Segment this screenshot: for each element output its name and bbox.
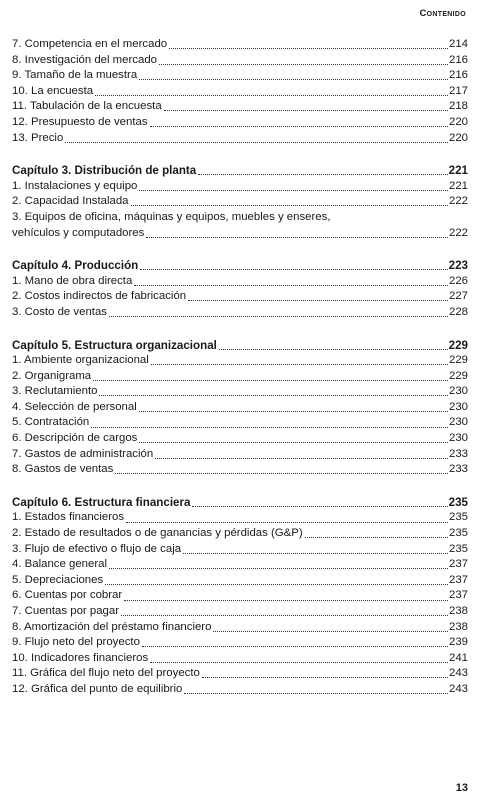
toc-entry <box>12 620 468 636</box>
toc-entry-page: 222 <box>448 195 468 208</box>
toc-entry-page: 238 <box>448 620 468 633</box>
toc-leader-dots <box>219 349 448 350</box>
toc-entry <box>12 666 468 682</box>
toc-chapter-label: Capítulo 3. Distribución de planta <box>12 164 197 178</box>
toc-chapter-page: 223 <box>448 259 468 273</box>
toc-leader-dots <box>109 316 448 317</box>
toc-chapter-heading <box>12 258 468 274</box>
toc-entry-label: 12. Presupuesto de ventas <box>12 115 148 128</box>
toc-chapter-page: 235 <box>448 495 468 509</box>
toc-chapter-page: 229 <box>448 338 468 352</box>
toc-leader-dots <box>99 395 448 396</box>
toc-entry-label: 11. Gráfica del flujo neto del proyecto <box>12 667 200 680</box>
toc-leader-dots <box>139 79 448 80</box>
toc-entry-label: 6. Descripción de cargos <box>12 432 138 445</box>
toc-entry-label: 2. Costos indirectos de fabricación <box>12 290 187 303</box>
toc-entry <box>12 526 468 542</box>
toc-section-chapter4 <box>12 258 468 320</box>
toc-entry <box>12 131 468 147</box>
toc-entry <box>12 573 468 589</box>
toc-entry-page: 228 <box>448 305 468 318</box>
toc-entry-page: 229 <box>448 369 468 382</box>
toc-chapter-heading <box>12 338 468 354</box>
toc-entry-label: 7. Gastos de administración <box>12 447 154 460</box>
toc-entry-label: 13. Precio <box>12 131 64 144</box>
toc-section-chapter6 <box>12 495 468 698</box>
toc-leader-dots <box>65 142 448 143</box>
toc-entry <box>12 84 468 100</box>
toc-entry-label: 3. Costo de ventas <box>12 305 107 318</box>
toc-leader-dots <box>131 205 448 206</box>
toc-leader-dots <box>142 646 448 647</box>
toc-section-chapter3 <box>12 163 468 241</box>
toc-leader-dots <box>121 615 448 616</box>
running-head: Contenido <box>419 8 466 19</box>
toc-leader-dots <box>139 411 448 412</box>
page-number: 13 <box>455 782 468 794</box>
toc-entry-page: 237 <box>448 573 468 586</box>
toc-entry-page: 229 <box>448 354 468 367</box>
toc-entry <box>12 415 468 431</box>
toc-entry <box>12 115 468 131</box>
toc-entry-page: 233 <box>448 463 468 476</box>
toc-entry-page: 220 <box>448 131 468 144</box>
toc-entry-label: 10. Indicadores financieros <box>12 651 149 664</box>
toc-leader-dots <box>140 269 447 270</box>
toc-chapter-label: Capítulo 4. Producción <box>12 259 139 273</box>
toc-entry <box>12 542 468 558</box>
toc-entry-label: 8. Amortización del préstamo financiero <box>12 620 212 633</box>
toc-entry <box>12 289 468 305</box>
toc-entry-label: 12. Gráfica del punto de equilibrio <box>12 682 183 695</box>
toc-entry-label: 1. Mano de obra directa <box>12 274 133 287</box>
toc-entry-page: 217 <box>448 84 468 97</box>
toc-entry-label: 11. Tabulación de la encuesta <box>12 100 162 113</box>
toc-leader-dots <box>198 174 447 175</box>
toc-leader-dots <box>183 553 448 554</box>
toc-leader-dots <box>150 662 448 663</box>
toc-chapter-page: 221 <box>448 164 468 178</box>
toc-entry <box>12 447 468 463</box>
toc-entry-page: 218 <box>448 100 468 113</box>
toc-leader-dots <box>192 506 447 507</box>
toc-leader-dots <box>305 537 448 538</box>
toc-entry <box>12 651 468 667</box>
toc-leader-dots <box>188 300 448 301</box>
toc-entry <box>12 194 468 210</box>
toc-entry-page: 220 <box>448 115 468 128</box>
toc-entry-page: 226 <box>448 274 468 287</box>
toc-entry-page: 216 <box>448 53 468 66</box>
toc-entry <box>12 226 468 242</box>
toc-leader-dots <box>95 95 448 96</box>
section-gap <box>12 321 468 338</box>
toc-entry <box>12 68 468 84</box>
table-of-contents <box>12 37 468 698</box>
toc-entry <box>12 635 468 651</box>
toc-entry-page: 235 <box>448 542 468 555</box>
toc-leader-dots <box>151 364 448 365</box>
toc-leader-dots <box>134 285 448 286</box>
section-gap <box>12 241 468 258</box>
toc-entry-label: 9. Tamaño de la muestra <box>12 69 138 82</box>
toc-entry-label: 10. La encuesta <box>12 84 94 97</box>
toc-entry-label: 2. Estado de resultados o de ganancias y pérdidas (G&P) <box>12 527 303 540</box>
toc-entry-label: 1. Estados financieros <box>12 511 125 524</box>
toc-leader-dots <box>184 693 448 694</box>
toc-chapter-heading <box>12 495 468 511</box>
toc-entry-label: 7. Cuentas por pagar <box>12 605 120 617</box>
toc-entry-label: 3. Flujo de efectivo o flujo de caja <box>12 542 182 555</box>
toc-entry-page: 243 <box>448 682 468 695</box>
toc-entry-page: 222 <box>448 226 468 239</box>
toc-entry <box>12 305 468 321</box>
toc-leader-dots <box>109 568 448 569</box>
toc-leader-dots <box>150 126 448 127</box>
toc-entry <box>12 557 468 573</box>
toc-leader-dots <box>213 631 448 632</box>
section-gap <box>12 146 468 163</box>
toc-entry-label-line2: vehículos y computadores <box>12 226 145 239</box>
toc-leader-dots <box>139 190 448 191</box>
toc-entry-label: 1. Ambiente organizacional <box>12 354 149 367</box>
toc-entry-page: 235 <box>448 527 468 540</box>
toc-leader-dots <box>164 110 448 111</box>
toc-leader-dots <box>202 677 448 678</box>
toc-leader-dots <box>91 427 448 428</box>
toc-leader-dots <box>146 237 448 238</box>
toc-entry <box>12 179 468 195</box>
toc-entry <box>12 384 468 400</box>
toc-entry <box>12 274 468 290</box>
toc-entry-page: 216 <box>448 69 468 82</box>
toc-entry-page: 235 <box>448 511 468 524</box>
toc-entry-label-line1: 3. Equipos de oficina, máquinas y equipos, muebles y enseres, <box>12 210 331 223</box>
toc-entry-page: 237 <box>448 589 468 602</box>
toc-entry <box>12 400 468 416</box>
toc-leader-dots <box>139 442 448 443</box>
toc-entry-page: 230 <box>448 416 468 429</box>
toc-entry-label: 8. Investigación del mercado <box>12 53 157 66</box>
toc-leader-dots <box>124 600 448 601</box>
toc-entry-label: 5. Contratación <box>12 416 90 429</box>
toc-entry-page: 239 <box>448 636 468 649</box>
toc-entry-label: 4. Selección de personal <box>12 400 137 413</box>
toc-entry <box>12 431 468 447</box>
toc-entry <box>12 682 468 698</box>
toc-leader-dots <box>155 458 448 459</box>
toc-entry-page: 233 <box>448 447 468 460</box>
toc-entry-multiline <box>12 210 468 241</box>
toc-chapter-label: Capítulo 6. Estructura financiera <box>12 495 191 509</box>
toc-leader-dots <box>159 64 448 65</box>
toc-leader-dots <box>105 584 448 585</box>
toc-entry <box>12 37 468 53</box>
toc-entry-label: 3. Reclutamiento <box>12 385 98 398</box>
toc-section-chapter5 <box>12 338 468 478</box>
toc-entry <box>12 99 468 115</box>
toc-entry-label: 4. Balance general <box>12 558 107 571</box>
toc-entry-label: 7. Competencia en el mercado <box>12 38 168 50</box>
toc-leader-dots <box>169 48 448 49</box>
toc-entry-page: 221 <box>448 179 468 192</box>
toc-entry <box>12 510 468 526</box>
toc-entry-label: 6. Cuentas por cobrar <box>12 589 123 602</box>
toc-entry-page: 230 <box>448 400 468 413</box>
toc-entry-label: 9. Flujo neto del proyecto <box>12 636 140 649</box>
toc-entry-page: 238 <box>448 605 468 617</box>
toc-entry <box>12 462 468 478</box>
toc-entry-label: 2. Organigrama <box>12 369 92 382</box>
toc-entry-label: 8. Gastos de ventas <box>12 463 114 476</box>
toc-entry <box>12 369 468 385</box>
toc-entry <box>12 604 468 620</box>
toc-entry-label: 5. Depreciaciones <box>12 573 104 586</box>
toc-entry-label: 2. Capacidad Instalada <box>12 195 129 208</box>
toc-entry-page: 227 <box>448 290 468 303</box>
toc-entry-page: 214 <box>448 38 468 50</box>
toc-entry <box>12 353 468 369</box>
toc-entry-page: 241 <box>448 651 468 664</box>
toc-leader-dots <box>115 473 448 474</box>
toc-leader-dots <box>126 522 448 523</box>
toc-chapter-heading <box>12 163 468 179</box>
toc-entry-page: 237 <box>448 558 468 571</box>
toc-entry <box>12 588 468 604</box>
toc-entry-label: 1. Instalaciones y equipo <box>12 179 138 192</box>
toc-leader-dots <box>93 380 448 381</box>
toc-entry-page: 243 <box>448 667 468 680</box>
section-gap <box>12 478 468 495</box>
toc-section-chapter2-continued <box>12 37 468 146</box>
toc-entry-page: 230 <box>448 432 468 445</box>
toc-entry <box>12 53 468 69</box>
toc-entry-page: 230 <box>448 385 468 398</box>
toc-chapter-label: Capítulo 5. Estructura organizacional <box>12 338 217 352</box>
